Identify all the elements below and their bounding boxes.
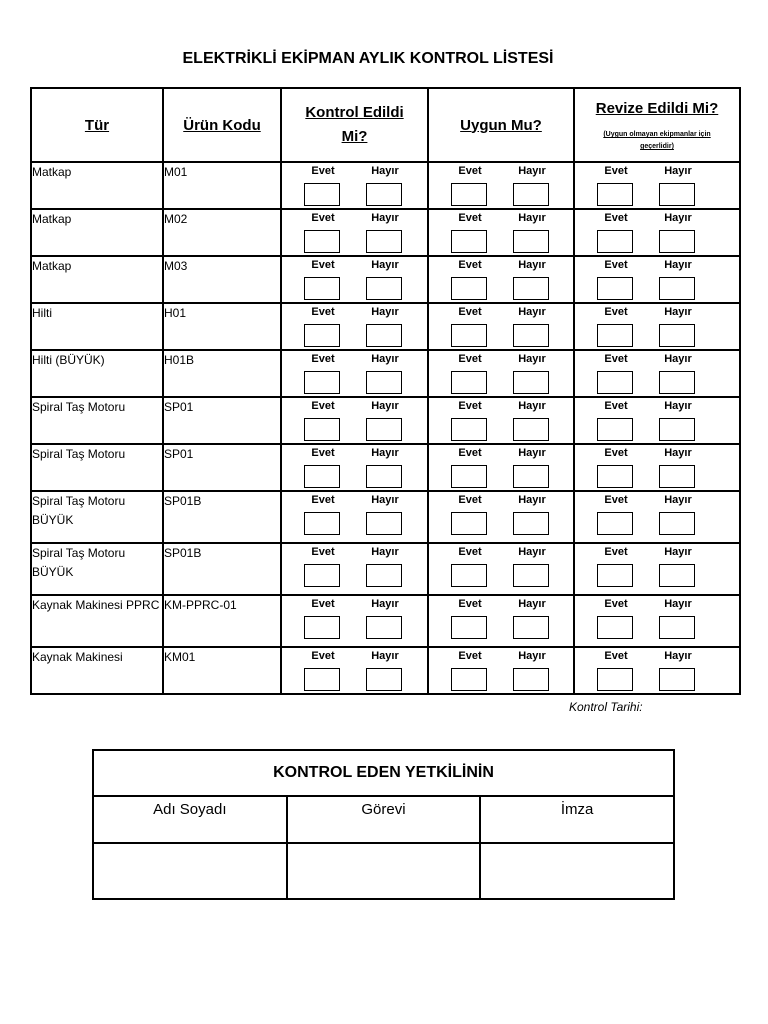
table-row <box>31 256 740 303</box>
revize-yes-label: Evet <box>604 212 628 224</box>
kontrol-cell <box>281 397 428 444</box>
revize-no-label: Hayır <box>664 400 692 412</box>
control-date-label: Kontrol Tarihi: <box>569 700 643 714</box>
uygun-cell <box>428 303 574 350</box>
kontrol-cell <box>281 303 428 350</box>
kontrol-cell <box>281 595 428 647</box>
header-uygun-mu: Uygun Mu? <box>428 88 574 162</box>
revize-cell <box>574 256 740 303</box>
revize-no-label: Hayır <box>664 546 692 558</box>
revize-yes-checkbox[interactable] <box>597 668 633 691</box>
revize-no-label: Hayır <box>664 494 692 506</box>
equipment-type: Spiral Taş Motoru BÜYÜK <box>31 491 163 543</box>
checklist-table <box>30 87 741 695</box>
uygun-no-checkbox[interactable] <box>513 512 549 535</box>
uygun-yes-label: Evet <box>458 165 482 177</box>
kontrol-no-checkbox[interactable] <box>366 564 402 587</box>
kontrol-no-checkbox[interactable] <box>366 465 402 488</box>
uygun-no-checkbox[interactable] <box>513 418 549 441</box>
kontrol-no-label: Hayır <box>371 650 399 662</box>
uygun-yes-checkbox[interactable] <box>451 324 487 347</box>
revize-yes-label: Evet <box>604 353 628 365</box>
equipment-type: Spiral Taş Motoru <box>31 444 163 491</box>
revize-yes-checkbox[interactable] <box>597 418 633 441</box>
revize-yes-checkbox[interactable] <box>597 512 633 535</box>
uygun-no-label: Hayır <box>518 650 546 662</box>
uygun-yes-checkbox[interactable] <box>451 230 487 253</box>
equipment-type: Kaynak Makinesi <box>31 647 163 694</box>
revize-no-label: Hayır <box>664 650 692 662</box>
uygun-no-label: Hayır <box>518 353 546 365</box>
revize-yes-checkbox[interactable] <box>597 277 633 300</box>
uygun-cell <box>428 543 574 595</box>
kontrol-no-label: Hayır <box>371 400 399 412</box>
revize-cell <box>574 595 740 647</box>
revize-no-label: Hayır <box>664 259 692 271</box>
revize-no-checkbox[interactable] <box>659 564 695 587</box>
revize-cell <box>574 350 740 397</box>
name-field[interactable] <box>93 843 287 899</box>
revize-no-label: Hayır <box>664 353 692 365</box>
header-kontrol-edildi <box>281 88 428 162</box>
uygun-yes-checkbox[interactable] <box>451 277 487 300</box>
revize-cell <box>574 209 740 256</box>
kontrol-yes-label: Evet <box>311 353 335 365</box>
role-label: Görevi <box>287 796 481 843</box>
uygun-yes-label: Evet <box>458 353 482 365</box>
product-code: KM-PPRC-01 <box>163 595 281 647</box>
kontrol-cell <box>281 162 428 209</box>
table-row <box>31 444 740 491</box>
kontrol-no-label: Hayır <box>371 212 399 224</box>
kontrol-no-checkbox[interactable] <box>366 183 402 206</box>
kontrol-yes-label: Evet <box>311 598 335 610</box>
product-code: M02 <box>163 209 281 256</box>
kontrol-no-checkbox[interactable] <box>366 324 402 347</box>
equipment-type: Spiral Taş Motoru BÜYÜK <box>31 543 163 595</box>
revize-yes-checkbox[interactable] <box>597 324 633 347</box>
revize-yes-checkbox[interactable] <box>597 465 633 488</box>
uygun-yes-label: Evet <box>458 212 482 224</box>
kontrol-yes-label: Evet <box>311 494 335 506</box>
product-code: H01 <box>163 303 281 350</box>
kontrol-yes-label: Evet <box>311 650 335 662</box>
revize-cell <box>574 444 740 491</box>
header-kontrol-line2: Mi? <box>341 128 368 145</box>
equipment-type: Kaynak Makinesi PPRC <box>31 595 163 647</box>
kontrol-cell <box>281 350 428 397</box>
product-code: H01B <box>163 350 281 397</box>
product-code: SP01 <box>163 444 281 491</box>
product-code: M03 <box>163 256 281 303</box>
kontrol-cell <box>281 543 428 595</box>
table-row <box>31 350 740 397</box>
revize-yes-label: Evet <box>604 546 628 558</box>
header-row <box>31 88 740 162</box>
uygun-yes-label: Evet <box>458 598 482 610</box>
revize-no-checkbox[interactable] <box>659 371 695 394</box>
kontrol-no-checkbox[interactable] <box>366 512 402 535</box>
kontrol-cell <box>281 444 428 491</box>
uygun-yes-label: Evet <box>458 306 482 318</box>
kontrol-yes-checkbox[interactable] <box>304 277 340 300</box>
signature-title: KONTROL EDEN YETKİLİNİN <box>93 750 674 796</box>
uygun-yes-label: Evet <box>458 546 482 558</box>
revize-no-checkbox[interactable] <box>659 512 695 535</box>
uygun-yes-checkbox[interactable] <box>451 668 487 691</box>
header-revize-label: Revize Edildi Mi? <box>595 100 719 117</box>
revize-no-checkbox[interactable] <box>659 230 695 253</box>
revize-cell <box>574 303 740 350</box>
kontrol-yes-label: Evet <box>311 546 335 558</box>
uygun-no-checkbox[interactable] <box>513 324 549 347</box>
revize-yes-label: Evet <box>604 400 628 412</box>
kontrol-no-checkbox[interactable] <box>366 668 402 691</box>
product-code: KM01 <box>163 647 281 694</box>
uygun-no-checkbox[interactable] <box>513 183 549 206</box>
uygun-yes-checkbox[interactable] <box>451 371 487 394</box>
kontrol-yes-label: Evet <box>311 259 335 271</box>
kontrol-no-label: Hayır <box>371 494 399 506</box>
product-code: SP01 <box>163 397 281 444</box>
kontrol-cell <box>281 256 428 303</box>
uygun-cell <box>428 209 574 256</box>
uygun-no-checkbox[interactable] <box>513 230 549 253</box>
revize-no-checkbox[interactable] <box>659 616 695 639</box>
revize-no-checkbox[interactable] <box>659 668 695 691</box>
uygun-cell <box>428 491 574 543</box>
uygun-yes-label: Evet <box>458 259 482 271</box>
revize-cell <box>574 543 740 595</box>
revize-yes-checkbox[interactable] <box>597 183 633 206</box>
header-tur: Tür <box>31 88 163 162</box>
uygun-yes-label: Evet <box>458 400 482 412</box>
uygun-no-label: Hayır <box>518 400 546 412</box>
signature-field[interactable] <box>480 843 674 899</box>
kontrol-yes-label: Evet <box>311 447 335 459</box>
uygun-no-label: Hayır <box>518 259 546 271</box>
revize-no-checkbox[interactable] <box>659 183 695 206</box>
kontrol-no-label: Hayır <box>371 353 399 365</box>
kontrol-no-label: Hayır <box>371 165 399 177</box>
revize-yes-label: Evet <box>604 598 628 610</box>
kontrol-no-label: Hayır <box>371 259 399 271</box>
uygun-cell <box>428 444 574 491</box>
header-revize-edildi <box>574 88 740 162</box>
role-field[interactable] <box>287 843 481 899</box>
product-code: SP01B <box>163 491 281 543</box>
revize-cell <box>574 162 740 209</box>
uygun-cell <box>428 397 574 444</box>
kontrol-yes-checkbox[interactable] <box>304 418 340 441</box>
revize-yes-checkbox[interactable] <box>597 230 633 253</box>
kontrol-no-label: Hayır <box>371 598 399 610</box>
uygun-cell <box>428 647 574 694</box>
kontrol-no-label: Hayır <box>371 546 399 558</box>
kontrol-cell <box>281 647 428 694</box>
header-kontrol-line1: Kontrol Edildi <box>305 104 404 121</box>
page-title: ELEKTRİKLİ EKİPMAN AYLIK KONTROL LİSTESİ <box>182 50 554 67</box>
revize-no-label: Hayır <box>664 306 692 318</box>
name-label: Adı Soyadı <box>93 796 287 843</box>
equipment-type: Spiral Taş Motoru <box>31 397 163 444</box>
revize-cell <box>574 397 740 444</box>
table-row <box>31 595 740 647</box>
uygun-no-label: Hayır <box>518 306 546 318</box>
equipment-type: Matkap <box>31 256 163 303</box>
revize-no-checkbox[interactable] <box>659 465 695 488</box>
revize-yes-checkbox[interactable] <box>597 371 633 394</box>
uygun-yes-label: Evet <box>458 447 482 459</box>
kontrol-yes-checkbox[interactable] <box>304 564 340 587</box>
uygun-no-label: Hayır <box>518 546 546 558</box>
uygun-no-label: Hayır <box>518 598 546 610</box>
product-code: M01 <box>163 162 281 209</box>
signature-table <box>92 749 675 900</box>
kontrol-no-checkbox[interactable] <box>366 616 402 639</box>
revize-yes-label: Evet <box>604 494 628 506</box>
product-code: SP01B <box>163 543 281 595</box>
uygun-yes-label: Evet <box>458 650 482 662</box>
kontrol-yes-label: Evet <box>311 212 335 224</box>
equipment-type: Hilti (BÜYÜK) <box>31 350 163 397</box>
equipment-type: Matkap <box>31 162 163 209</box>
revize-yes-label: Evet <box>604 447 628 459</box>
revize-yes-label: Evet <box>604 165 628 177</box>
uygun-yes-checkbox[interactable] <box>451 418 487 441</box>
header-urun-kodu: Ürün Kodu <box>163 88 281 162</box>
kontrol-yes-checkbox[interactable] <box>304 183 340 206</box>
uygun-yes-label: Evet <box>458 494 482 506</box>
uygun-cell <box>428 256 574 303</box>
uygun-yes-checkbox[interactable] <box>451 465 487 488</box>
revize-yes-label: Evet <box>604 650 628 662</box>
table-row <box>31 543 740 595</box>
kontrol-yes-label: Evet <box>311 306 335 318</box>
revize-no-label: Hayır <box>664 598 692 610</box>
table-row <box>31 491 740 543</box>
revize-no-label: Hayır <box>664 447 692 459</box>
uygun-no-checkbox[interactable] <box>513 277 549 300</box>
table-row <box>31 209 740 256</box>
kontrol-yes-checkbox[interactable] <box>304 324 340 347</box>
kontrol-no-checkbox[interactable] <box>366 418 402 441</box>
revize-no-checkbox[interactable] <box>659 418 695 441</box>
header-revize-note: (Uygun olmayan ekipmanlar için geçerlidir) <box>603 131 711 150</box>
uygun-no-label: Hayır <box>518 494 546 506</box>
revize-cell <box>574 491 740 543</box>
equipment-type: Hilti <box>31 303 163 350</box>
revize-yes-label: Evet <box>604 306 628 318</box>
kontrol-cell <box>281 491 428 543</box>
equipment-type: Matkap <box>31 209 163 256</box>
uygun-cell <box>428 162 574 209</box>
kontrol-no-label: Hayır <box>371 306 399 318</box>
kontrol-yes-checkbox[interactable] <box>304 465 340 488</box>
uygun-cell <box>428 595 574 647</box>
revize-yes-label: Evet <box>604 259 628 271</box>
uygun-no-label: Hayır <box>518 212 546 224</box>
table-row <box>31 397 740 444</box>
kontrol-yes-label: Evet <box>311 400 335 412</box>
uygun-yes-checkbox[interactable] <box>451 183 487 206</box>
revize-no-checkbox[interactable] <box>659 324 695 347</box>
kontrol-yes-checkbox[interactable] <box>304 230 340 253</box>
revize-no-label: Hayır <box>664 212 692 224</box>
revize-yes-checkbox[interactable] <box>597 616 633 639</box>
table-row <box>31 162 740 209</box>
uygun-yes-checkbox[interactable] <box>451 616 487 639</box>
uygun-no-checkbox[interactable] <box>513 564 549 587</box>
revize-no-label: Hayır <box>664 165 692 177</box>
revize-cell <box>574 647 740 694</box>
revize-yes-checkbox[interactable] <box>597 564 633 587</box>
uygun-cell <box>428 350 574 397</box>
uygun-no-checkbox[interactable] <box>513 616 549 639</box>
kontrol-no-checkbox[interactable] <box>366 371 402 394</box>
uygun-no-checkbox[interactable] <box>513 668 549 691</box>
table-row <box>31 303 740 350</box>
uygun-no-checkbox[interactable] <box>513 371 549 394</box>
uygun-no-label: Hayır <box>518 165 546 177</box>
kontrol-yes-label: Evet <box>311 165 335 177</box>
kontrol-yes-checkbox[interactable] <box>304 668 340 691</box>
table-row <box>31 647 740 694</box>
kontrol-yes-checkbox[interactable] <box>304 616 340 639</box>
sign-label: İmza <box>480 796 674 843</box>
kontrol-yes-checkbox[interactable] <box>304 512 340 535</box>
kontrol-no-checkbox[interactable] <box>366 277 402 300</box>
kontrol-yes-checkbox[interactable] <box>304 371 340 394</box>
kontrol-cell <box>281 209 428 256</box>
kontrol-no-label: Hayır <box>371 447 399 459</box>
uygun-yes-checkbox[interactable] <box>451 512 487 535</box>
uygun-no-checkbox[interactable] <box>513 465 549 488</box>
revize-no-checkbox[interactable] <box>659 277 695 300</box>
uygun-no-label: Hayır <box>518 447 546 459</box>
kontrol-no-checkbox[interactable] <box>366 230 402 253</box>
uygun-yes-checkbox[interactable] <box>451 564 487 587</box>
